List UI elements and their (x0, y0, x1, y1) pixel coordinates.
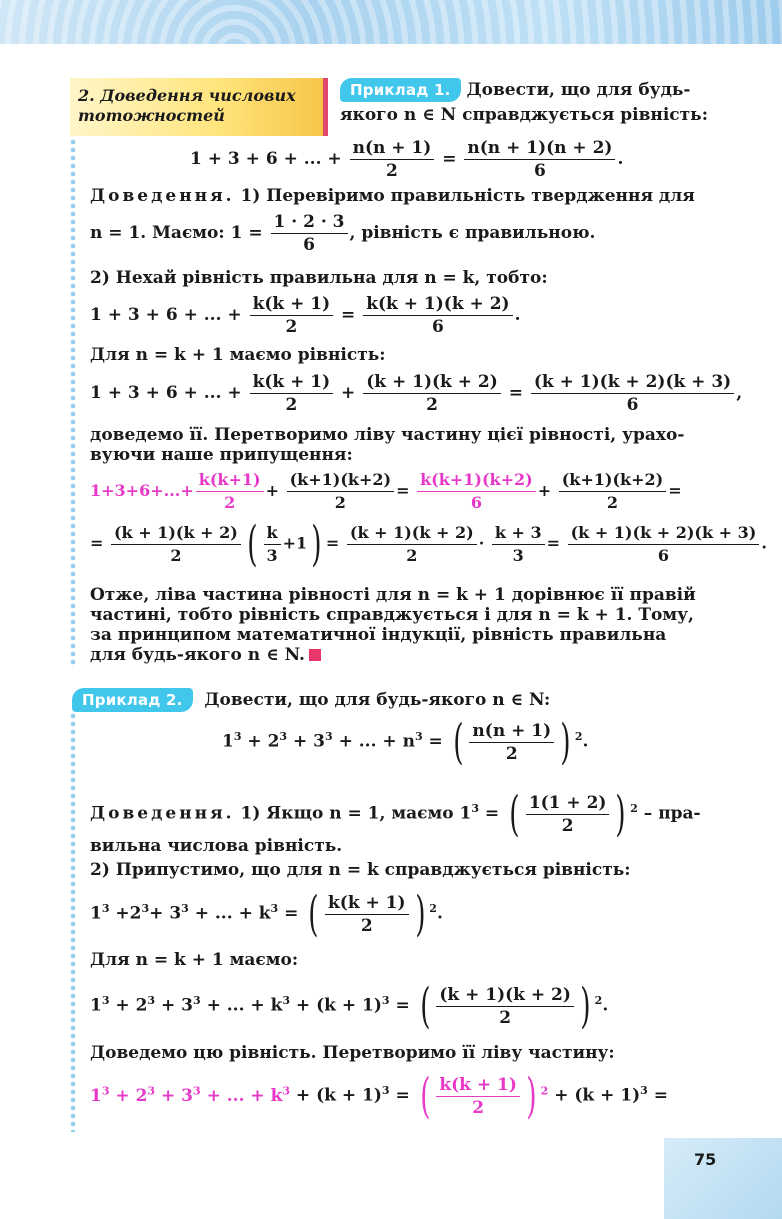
example1-task-b: якого n ∈ N справджується рівність: (340, 105, 708, 125)
example1-concl-d: для будь-якого n ∈ N. (90, 645, 305, 665)
step1-text: 1) Перевіримо правильність твердження для (240, 186, 695, 206)
example2-step2: 2) Припустимо, що для n = k справджується рівність: (90, 860, 631, 880)
proof-label-2: Доведення. (90, 803, 235, 824)
example1-step2: 2) Нехай рівність правильна для n = k, тобто: (90, 268, 548, 288)
example1-prove-a: доведемо її. Перетворимо ліву частину цієї рівності, урахо- (90, 425, 685, 445)
example1-k1-formula: 1 + 3 + 6 + ... + $\frac{k(k + 1)}{2}$ + $\frac{(k + 1)(k + 2)}{2}$ = $\frac{(k + 1)(k + 2)(k + 3)}{6}$ , (90, 372, 743, 415)
example1-n1: n = 1. Маємо: 1 = $\frac{1 \cdot 2 \cdot 3}{6}$ , рівність є правильною. (90, 212, 596, 255)
margin-dots-2 (70, 712, 76, 1132)
example1-proof-start (90, 186, 695, 206)
end-of-proof-marker (309, 649, 321, 661)
example1-concl-d-line (90, 645, 321, 665)
example2-transform: $1^3 + 2^3 + 3^3$ + ... + $k^3 + (k + 1)^3$ = ( $\frac{k(k + 1)}{2}$ ) $^2 + (k + 1)^3$ = (90, 1068, 668, 1124)
example1-badge: Приклад 1. (340, 78, 461, 102)
example2-line1 (72, 688, 550, 712)
section-title: 2. Доведення числових тотожностей (70, 78, 328, 136)
example1-hypothesis: 1 + 3 + 6 + ... + $\frac{k(k + 1)}{2}$ = $\frac{k(k + 1)(k + 2)}{6}$ . (90, 294, 521, 337)
proof-label-1: Доведення. (90, 186, 235, 206)
example1-for-k1: Для n = k + 1 маємо рівність: (90, 345, 386, 365)
step1-b: – пра- (643, 803, 701, 824)
example2-badge: Приклад 2. (72, 688, 193, 712)
example2-task: Довести, що для будь-якого n ∈ N: (204, 690, 551, 710)
example1-transform-2: = $\frac{(k + 1)(k + 2)}{2}$ ( $\frac{k}{3}$ +1) = $\frac{(k + 1)(k + 2)}{2}$ · $\frac{k + 3}{3}$ = $\frac{(k + 1)(k + 2)(k + 3)}{6}$ . (90, 516, 767, 572)
example1-concl-a: Отже, ліва частина рівності для n = k + 1 дорівнює її правій (90, 585, 696, 605)
example1-concl-c: за принципом математичної індукції, рівність правильна (90, 625, 667, 645)
example2-transform-text: Доведемо цю рівність. Перетворимо її ліву частину: (90, 1043, 615, 1063)
n1-tail: , рівність є правильною. (349, 223, 596, 243)
example1-transform-1: 1+3+6+...+ $\frac{k(k+1)}{2}$ + $\frac{(k+1)(k+2)}{2}$ = $\frac{k(k+1)(k+2)}{6}$ + $\frac{(k+1)(k+2)}{2}$ = (90, 470, 682, 512)
example1-task-a: Довести, що для будь- (466, 80, 691, 100)
page-number: 75 (694, 1150, 717, 1169)
example1-line1 (340, 78, 691, 102)
example2-hypothesis: $1^3 +2^3+ 3^3$ + ... + $k^3$ = ( $\frac{k(k + 1)}{2}$ ) $^2$. (90, 886, 443, 942)
example2-for-k1: Для n = k + 1 маємо: (90, 950, 299, 970)
example2-step1-c: вильна числова рівність. (90, 836, 343, 856)
example1-concl-b: частині, тобто рівність справджується і для n = k + 1. Тому, (90, 605, 694, 625)
example1-prove-b: вуючи наше припущення: (90, 445, 353, 465)
step1-a: 1) Якщо n = 1, маємо (240, 803, 454, 824)
example1-formula: 1 + 3 + 6 + ... + $\frac{n(n + 1)}{2}$ = $\frac{n(n + 1)(n + 2)}{6}$ . (190, 138, 624, 181)
top-decor-band (0, 0, 782, 44)
page-number-box (664, 1138, 782, 1219)
example2-k1-formula: $1^3 + 2^3 + 3^3$ + ... + $k^3 + (k + 1)^3$ = ( $\frac{(k + 1)(k + 2)}{2}$ ) $^2$. (90, 978, 609, 1034)
example2-formula: $1^3 + 2^3 + 3^3$ + ... + $n^3$ = ( $\frac{n(n + 1)}{2}$ ) $^2$. (222, 714, 589, 770)
example2-proof-start: Доведення. 1) Якщо n = 1, маємо $1^3$ = ( $\frac{1(1 + 2)}{2}$ ) $^2$ – пра- (90, 786, 701, 842)
n1-text: n = 1. Маємо: (90, 223, 225, 243)
margin-dots-1 (70, 138, 76, 668)
